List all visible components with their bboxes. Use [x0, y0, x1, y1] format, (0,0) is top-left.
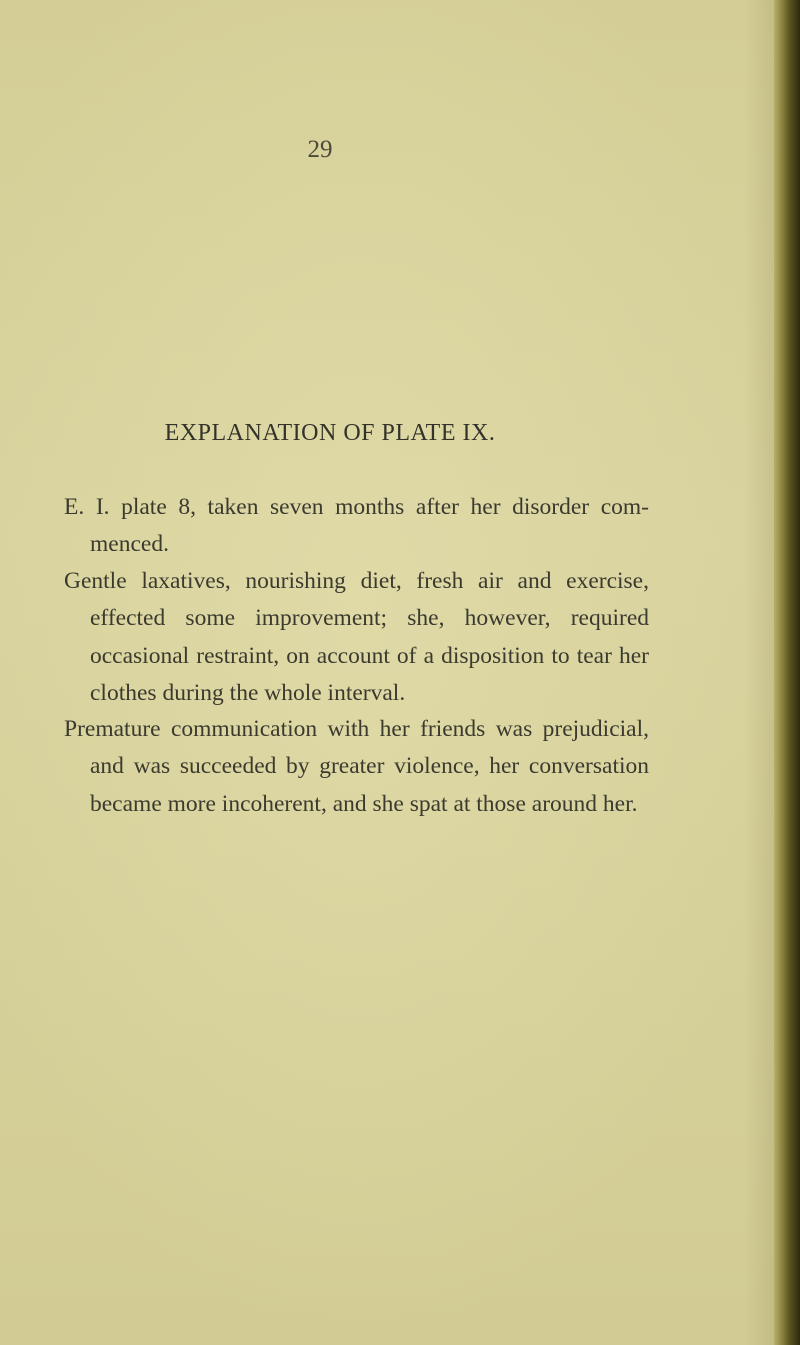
- plate-heading: EXPLANATION OF PLATE IX.: [164, 420, 496, 446]
- book-binding-edge: [774, 0, 800, 1345]
- explanation-paragraph: E. I. plate 8, taken seven months after her disorder com-menced.: [64, 494, 649, 558]
- page-number: 29: [307, 136, 333, 163]
- binding-shadow: [744, 0, 774, 1345]
- explanation-paragraph: Gentle laxatives, nourishing diet, fresh air and exercise, effected some improvement; she, however, required occasional restraint, on account of a disposition to tear her clothes during the whole interval.: [64, 568, 649, 707]
- explanation-paragraph: Premature communication with her friends was prejudicial, and was succeeded by greater violence, her conversation became more incoherent, and she spat at those around her.: [64, 716, 649, 817]
